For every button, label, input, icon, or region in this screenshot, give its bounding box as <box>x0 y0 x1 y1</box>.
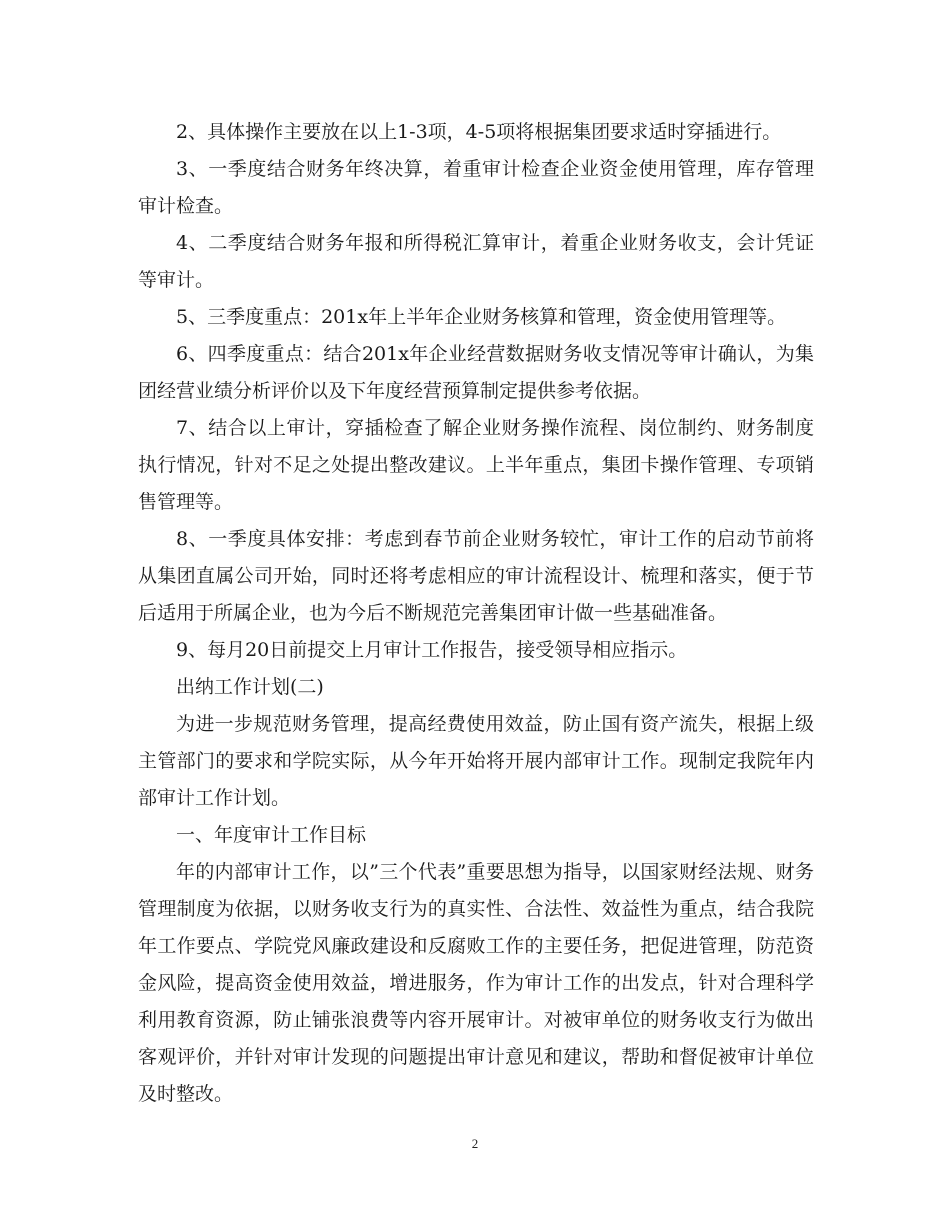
paragraph: 2、具体操作主要放在以上1-3项，4-5项将根据集团要求适时穿插进行。 <box>176 121 782 143</box>
paragraph: 5、三季度重点：201x年上半年企业财务核算和管理，资金使用管理等。 <box>176 306 787 328</box>
paragraph: 8、一季度具体安排：考虑到春节前企业财务较忙，审计工作的启动节前将从集团直属公司开始，同时还将考虑相应的审计流程设计、梳理和落实，便于节后适用于所属企业，也为今后不断规范完善集团审计做一些基础准备。 <box>138 528 814 624</box>
page-number: 2 <box>471 1136 479 1151</box>
document-body <box>138 114 814 1113</box>
paragraph: 9、每月20日前提交上月审计工作报告，接受领导相应指示。 <box>176 639 688 661</box>
section-heading: 一、年度审计工作目标 <box>176 824 367 846</box>
paragraph: 为进一步规范财务管理，提高经费使用效益，防止国有资产流失，根据上级主管部门的要求和学院实际，从今年开始将开展内部审计工作。现制定我院年内部审计工作计划。 <box>138 713 814 809</box>
paragraph: 3、一季度结合财务年终决算，着重审计检查企业资金使用管理，库存管理审计检查。 <box>138 158 814 217</box>
paragraph: 6、四季度重点：结合201x年企业经营数据财务收支情况等审计确认，为集团经营业绩分析评价以及下年度经营预算制定提供参考依据。 <box>138 343 814 402</box>
section-title: 出纳工作计划(二) <box>176 676 324 698</box>
paragraph: 4、二季度结合财务年报和所得税汇算审计，着重企业财务收支，会计凭证等审计。 <box>138 232 814 291</box>
paragraph: 7、结合以上审计，穿插检查了解企业财务操作流程、岗位制约、财务制度执行情况，针对不足之处提出整改建议。上半年重点，集团卡操作管理、专项销售管理等。 <box>138 417 814 513</box>
paragraph: 年的内部审计工作，以”三个代表”重要思想为指导，以国家财经法规、财务管理制度为依据，以财务收支行为的真实性、合法性、效益性为重点，结合我院年工作要点、学院党风廉政建设和反腐败工作的主要任务，把促进管理，防范资金风险，提高资金使用效益，增进服务，作为审计工作的出发点，针对合理科学利用教育资源，防止铺张浪费等内容开展审计。对被审单位的财务收支行为做出客观评价，并针对审计发现的问题提出审计意见和建议，帮助和督促被审计单位及时整改。 <box>138 861 814 1105</box>
